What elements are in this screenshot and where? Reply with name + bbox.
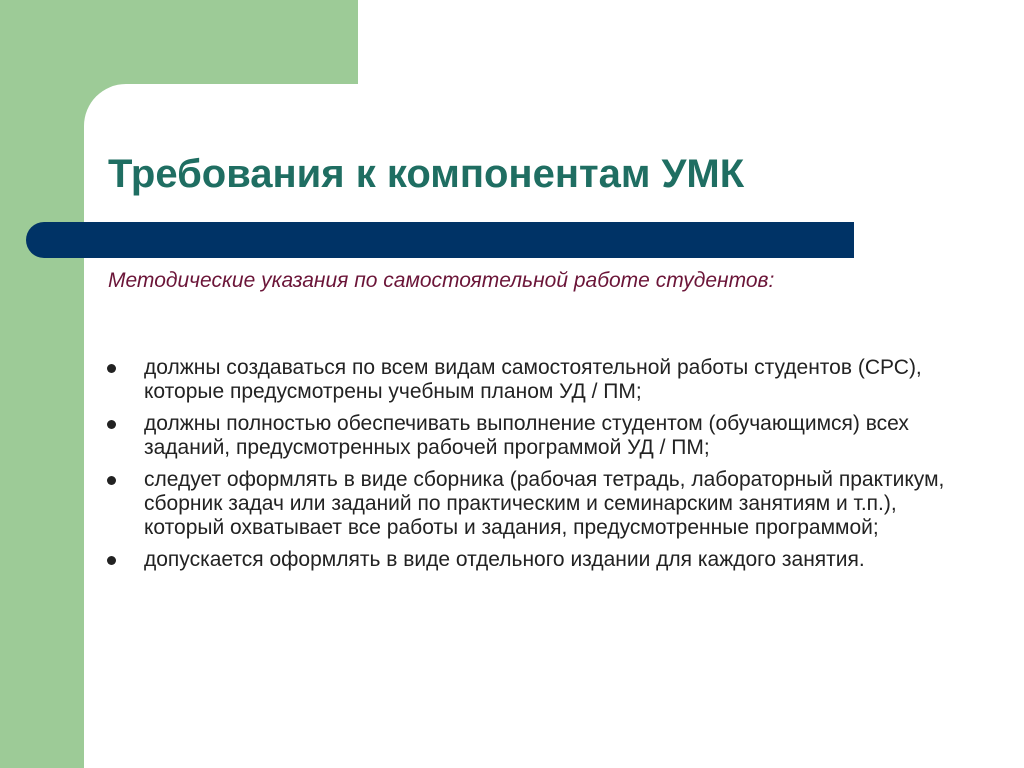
- bullet-dot-icon: [107, 476, 116, 485]
- bullet-item: [104, 468, 964, 540]
- bullet-item: [104, 412, 964, 460]
- bullet-item: [104, 356, 964, 404]
- bullet-dot-icon: [107, 556, 116, 565]
- bullet-item: [104, 548, 964, 572]
- bullet-text: следует оформлять в виде сборника (рабочая тетрадь, лабораторный практикум, сборник задач или заданий по практическим и семинарским занятиям и т.п.), который охватывает все работы и задания, предусмотренные программой;: [144, 468, 945, 539]
- bullet-text: допускается оформлять в виде отдельного издании для каждого занятия.: [144, 548, 865, 571]
- bullet-list: [104, 356, 964, 580]
- bullet-text: должны создаваться по всем видам самостоятельной работы студентов (СРС), которые предусмотрены учебным планом УД / ПМ;: [144, 356, 922, 403]
- background-green-left-strip: [0, 0, 84, 768]
- title-underline-bar: [26, 222, 854, 258]
- bullet-text: должны полностью обеспечивать выполнение студентом (обучающимся) всех заданий, предусмотренных рабочей программой УД / ПМ;: [144, 412, 909, 459]
- bullet-dot-icon: [107, 364, 116, 373]
- bullet-dot-icon: [107, 420, 116, 429]
- slide-subheading: Методические указания по самостоятельной работе студентов:: [108, 269, 775, 292]
- slide-title: Требования к компонентам УМК: [108, 152, 745, 196]
